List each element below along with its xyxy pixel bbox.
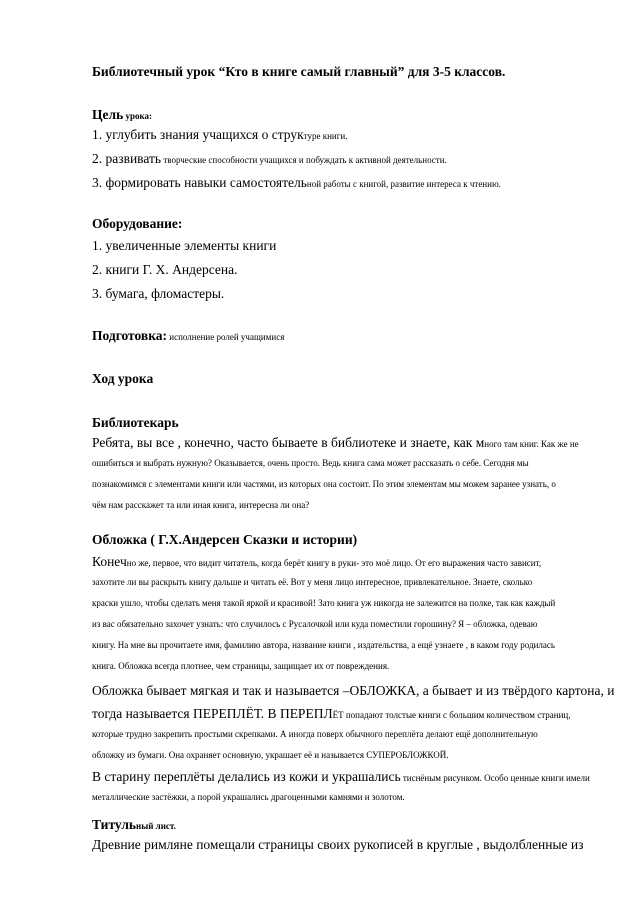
goal-item-1-big: 1. углубить знания учащихся о струк (92, 127, 304, 142)
goal-item-2-small: творческие способности учащихся и побуждать к активной деятельности. (161, 155, 447, 165)
cover-p2-line: обложку из бумаги. Она охраняет основную, украшает её и называется СУПЕРОБЛОЖКОЙ. (92, 750, 449, 760)
goal-label-small: урока: (123, 111, 153, 121)
goal-item-2-big: 2. развивать (92, 151, 162, 166)
goal-item-3 (92, 174, 597, 192)
cover-p2-line: которые трудно закрепить простыми скрепками. А иногда поверх обычного переплёта делают ещё дополнительную (92, 729, 538, 739)
title-page-heading-big: Титуль (92, 817, 137, 832)
cover-p2-line-2-big: тогда называется ПЕРЕПЛЁТ. В ПЕРЕПЛ (92, 706, 333, 721)
librarian-line: ошибиться и выбрать нужную? Оказывается, очень просто. Ведь книга сама может рассказать о себе. Сегодня мы (92, 458, 529, 468)
cover-paragraph-2 (92, 678, 615, 766)
librarian-line: познакомимся с элементами книги или частями, из которых она состоит. По этим элементам мы можем заранее узнать, о (92, 479, 556, 489)
cover-p3-line: металлические застёжки, а порой украшались драгоценными камнями и золотом. (92, 792, 405, 802)
equipment-item-2: 2. книги Г. Х. Андерсена. (92, 262, 238, 277)
title-page-line-1: Древние римляне помещали страницы своих рукописей в круглые , выдолбленные из (92, 837, 584, 852)
equipment-item-3: 3. бумага, фломастеры. (92, 286, 225, 301)
goal-item-3-small: ной работы с книгой, развитие интереса к чтению. (306, 179, 501, 189)
cover-line: краски ушло, чтобы сделать меня такой яркой и красивой! Зато книга уж никогда не залежится на полке, так как каждый (92, 598, 556, 608)
librarian-line: чём нам расскажет та или иная книга, интересна ли она? (92, 500, 310, 510)
librarian-line-1-small: ного там книг. Как же не (484, 439, 579, 449)
equipment-item-1: 1. увеличенные элементы книги (92, 238, 277, 253)
cover-line: из вас обязательно захочет узнать: что случилось с Русалочкой или куда поместили горошину? Я – обложка, одеваю (92, 619, 538, 629)
goal-item-2 (92, 150, 597, 168)
cover-p3-line-1-small: тиснёным рисунком. Особо ценные книги имели (400, 773, 590, 783)
equipment-heading: Оборудование: (92, 216, 183, 231)
librarian-paragraph (92, 432, 597, 516)
cover-paragraph-3 (92, 766, 597, 808)
goal-item-1-small: туре книги. (303, 131, 348, 141)
title-page-heading (92, 816, 597, 834)
goal-heading (92, 106, 597, 124)
cover-p2-line-1: Обложка бывает мягкая и так и называется –ОБЛОЖКА, а бывает и из твёрдого картона, и (92, 683, 615, 698)
librarian-line-1-big: Ребята, вы все , конечно, часто бываете в библиотеке и знаете, как м (92, 435, 485, 450)
preparation-line (92, 327, 597, 345)
goal-item-3-big: 3. формировать навыки самостоятель (92, 175, 307, 190)
cover-line-1-small: но же, первое, что видит читатель, когда берёт книгу в руки- это моё лицо. От его выражения часто зависит, (126, 558, 542, 568)
preparation-label: Подготовка: (92, 328, 168, 343)
goal-label-big: Цель (92, 107, 124, 122)
preparation-text: исполнение ролей учащимися (167, 332, 285, 342)
cover-p2-line-2-small: ЁТ попадают толстые книги с большим количеством страниц, (332, 710, 571, 720)
cover-p3-line-1-big: В старину переплёты делались из кожи и украшались (92, 769, 401, 784)
lesson-heading: Ход урока (92, 371, 154, 386)
cover-line: книгу. На мне вы прочитаете имя, фамилию автора, название книги , издательства, а ещё узнаете , в каком году родилась (92, 640, 555, 650)
document-title: Библиотечный урок “Кто в книге самый главный” для 3-5 классов. (92, 64, 506, 79)
cover-line: книга. Обложка всегда плотнее, чем страницы, защищает их от повреждения. (92, 661, 390, 671)
librarian-heading: Библиотекарь (92, 415, 179, 430)
title-page-heading-small: ный лист. (136, 821, 176, 831)
cover-line-1-big: Конеч (92, 554, 127, 569)
cover-heading: Обложка ( Г.Х.Андерсен Сказки и истории) (92, 532, 358, 547)
cover-paragraph-1 (92, 551, 597, 677)
goal-item-1 (92, 126, 597, 144)
cover-line: захотите ли вы раскрыть книгу дальше и читать её. Вот у меня лицо интересное, привлекательное. Знаете, сколько (92, 577, 533, 587)
